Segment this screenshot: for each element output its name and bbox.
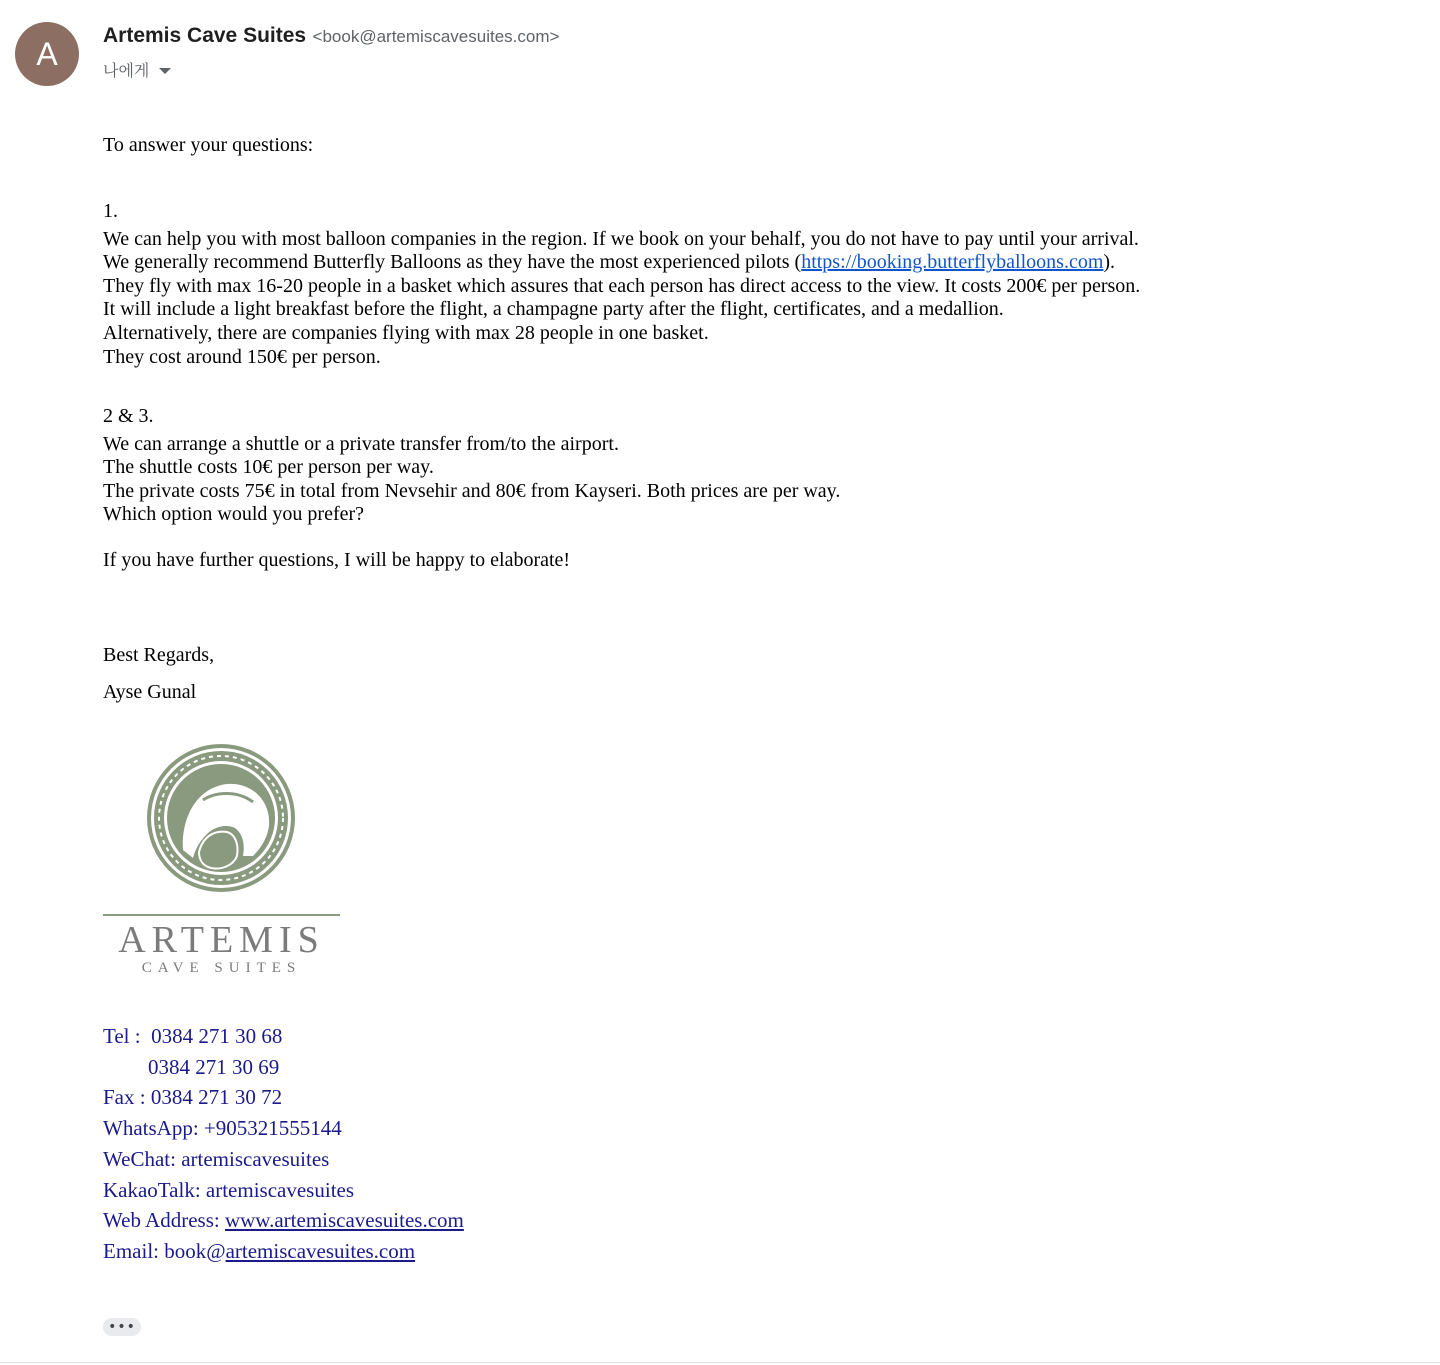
sender-name[interactable]: Artemis Cave Suites [103, 24, 307, 47]
website-link[interactable]: www.artemiscavesuites.com [224, 1208, 464, 1233]
fax-line: Fax : 0384 271 30 72 [103, 1085, 283, 1110]
body-line-text: We generally recommend Butterfly Balloons as they have the most experienced pilots ( [103, 251, 802, 274]
tel-line-2[interactable]: 0384 271 30 69 [148, 1054, 280, 1079]
web-label: Web Address: [103, 1208, 220, 1233]
sender-email: <book@artemiscavesuites.com> [312, 27, 560, 46]
logo-wordmark: ARTEMIS [118, 919, 325, 961]
bottom-divider [0, 1362, 1440, 1363]
body-line: It will include a light breakfast before the flight, a champagne party after the flight, certificates, and a medallion. [103, 298, 1004, 321]
sender-line [103, 24, 559, 48]
section-number: 2 & 3. [103, 405, 154, 427]
section-2 [103, 405, 1423, 527]
greeting [103, 134, 1423, 158]
body-line: They fly with max 16-20 people in a basket which assures that each person has direct access to the view. It costs 200€ per person. [103, 274, 1141, 297]
avatar[interactable]: A [15, 22, 79, 86]
kakaotalk-line: KakaoTalk: artemiscavesuites [103, 1177, 355, 1202]
body-line: We can help you with most balloon companies in the region. If we book on your behalf, you do not have to pay until your arrival. [103, 227, 1139, 250]
caret-down-icon[interactable] [159, 68, 171, 74]
regards-text: Best Regards, [103, 644, 215, 666]
closing-question [103, 549, 1423, 573]
body-line: Alternatively, there are companies flying with max 28 people in one basket. [103, 321, 709, 344]
tel-number-1[interactable]: 0384 271 30 68 [151, 1024, 283, 1048]
recipient-line [103, 58, 171, 81]
section-number: 1. [103, 200, 118, 222]
body-line: Which option would you prefer? [103, 503, 365, 526]
whatsapp-line: WhatsApp: +905321555144 [103, 1116, 342, 1141]
web-address-line [103, 1205, 464, 1236]
tel-label: Tel : [103, 1024, 141, 1048]
section-1 [103, 200, 1423, 369]
tel-line-1 [103, 1021, 464, 1052]
body-line: We can arrange a shuttle or a private transfer from/to the airport. [103, 432, 619, 455]
body-line-text: ). [1103, 251, 1116, 274]
signature-contact [103, 1021, 464, 1267]
logo-divider [103, 914, 340, 916]
greeting-text: To answer your questions: [103, 134, 314, 156]
email-label: Email: book@ [103, 1238, 226, 1263]
body-line-with-link [103, 251, 1423, 275]
logo-subtitle: CAVE SUITES [141, 960, 302, 976]
body-line: The shuttle costs 10€ per person per way. [103, 456, 434, 479]
wechat-line: WeChat: artemiscavesuites [103, 1146, 330, 1171]
email-link[interactable]: artemiscavesuites.com [225, 1238, 416, 1263]
recipient-label: 나에게 [103, 61, 150, 80]
body-line: The private costs 75€ in total from Nevsehir and 80€ from Kayseri. Both prices are per way. [103, 479, 841, 502]
regards [103, 644, 1423, 668]
signer-name-text: Ayse Gunal [103, 681, 197, 703]
ellipsis-icon[interactable]: ••• [103, 1318, 141, 1336]
butterfly-balloons-link[interactable]: https://booking.butterflyballoons.com [801, 251, 1104, 274]
body-line: They cost around 150€ per person. [103, 345, 381, 368]
closing-question-text: If you have further questions, I will be happy to elaborate! [103, 549, 571, 571]
email-line [103, 1236, 464, 1267]
signer-name [103, 681, 1423, 705]
